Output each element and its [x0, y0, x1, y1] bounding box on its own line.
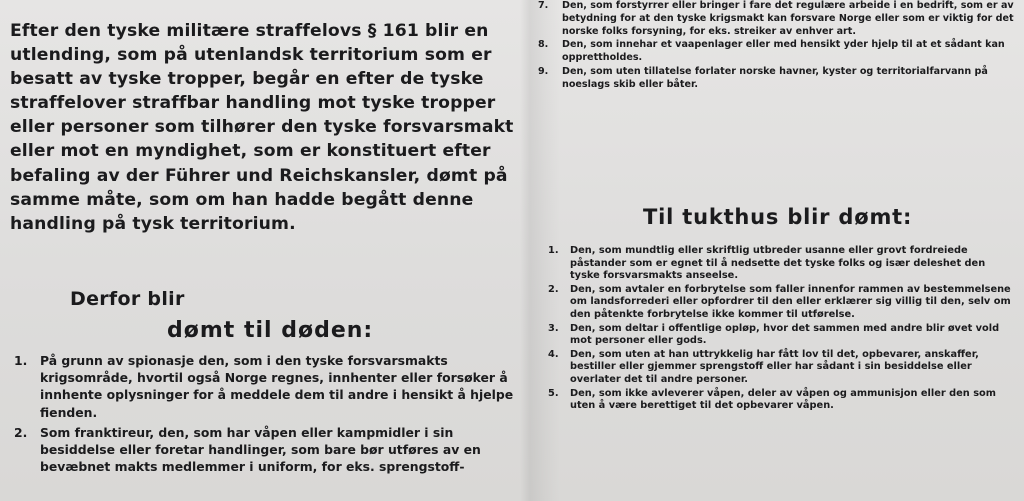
tukthus-rules-list [548, 245, 1018, 414]
death-rules-continued-list [538, 0, 1016, 93]
rule-text: Den, som innehar et vaapenlager eller med hensikt yder hjelp til at et sådant kan opprettholdes. [562, 39, 1005, 64]
rule-text: Den, som ikke avleverer våpen, deler av våpen og ammunisjon eller den som uten å være berettiget til det opbevarer våpen. [570, 387, 996, 412]
tukthus-rule-2 [548, 284, 1018, 322]
rule-number: 2. [548, 283, 559, 295]
rule-text: Den, som avtaler en forbrytelse som faller innenfor rammen av bestemmelsene om landsforrederi eller opfordrer til den eller erklærer sig villig til den, selv om den påtenkte forbrytelse ikke kommer til utførelse. [570, 283, 1011, 320]
death-rule-9 [538, 66, 1016, 92]
rule-text: Som franktireur, den, som har våpen eller kampmidler i sin besiddelse eller foretar handlinger, som bare bør utføres av en bevæbnet makts medlemmer i uniform, for eks. sprengstoff- [40, 424, 481, 475]
death-section-heading: dømt til døden: [167, 318, 374, 343]
death-rule-8 [538, 39, 1016, 65]
death-rules-list [14, 352, 524, 478]
rule-number: 5. [548, 387, 559, 399]
death-rule-7 [538, 0, 1016, 38]
tukthus-section-heading: Til tukthus blir dømt: [643, 205, 913, 229]
rule-text: På grunn av spionasje den, som i den tyske forsvarsmakts krigsområde, hvortil også Norge regnes, innhenter eller forsøker å innhente oplysninger for å meddele dem til andre i hensikt å hjelpe fienden. [40, 353, 514, 420]
tukthus-rule-3 [548, 323, 1018, 348]
rule-number: 7. [538, 0, 549, 11]
rule-number: 2. [14, 424, 28, 440]
rule-number: 4. [548, 348, 559, 360]
rule-number: 1. [14, 353, 28, 368]
rule-text: Den, som uten tillatelse forlater norske havner, kyster og territorialfarvann på noeslags skib eller båter. [562, 65, 988, 90]
tukthus-rule-5 [548, 388, 1018, 413]
rule-number: 3. [548, 322, 559, 334]
tukthus-rule-1 [548, 245, 1018, 283]
tukthus-rule-4 [548, 349, 1018, 387]
rule-number: 9. [538, 65, 549, 77]
rule-number: 1. [548, 245, 559, 256]
death-section-lead: Derfor blir [70, 288, 185, 310]
right-column [538, 0, 1018, 501]
rule-text: Den, som mundtlig eller skriftlig utbreder usanne eller grovt fordreiede påstander som er egnet til å nedsette det tyske folks og især deleshet den tyske forsvarsmakts anseelse. [570, 245, 986, 282]
rule-text: Den, som forstyrrer eller bringer i fare det regulære arbeide i en bedrift, som er av betydning for at den tyske krigsmakt kan forsvare Norge eller som er viktig for det norske folks forsyning, for eks. streiker av enhver art. [562, 0, 1014, 37]
rule-number: 8. [538, 39, 549, 51]
death-rule-1 [14, 352, 524, 421]
left-column [10, 0, 525, 501]
rule-text: Den, som uten at han uttrykkelig har fått lov til det, opbevarer, anskaffer, bestiller eller gjemmer sprengstoff eller har sådant i sin besiddelse eller overlater det til andre personer. [570, 348, 979, 385]
intro-paragraph: Efter den tyske militære straffelovs § 161 blir en utlending, som på utenlandsk territorium som er besatt av tyske tropper, begår en efter de tyske straffelover straffbar handling mot tyske tropper eller personer som tilhører den tyske forsvarsmakt eller mot en myndighet, som er konstituert efter befaling av der Führer und Reichskansler, dømt på samme måte, som om han hadde begått denne handling på tysk territorium. [10, 21, 514, 234]
death-rule-2 [14, 424, 524, 476]
rule-text: Den, som deltar i offentlige opløp, hvor det sammen med andre blir øvet vold mot personer eller gods. [570, 322, 1000, 347]
